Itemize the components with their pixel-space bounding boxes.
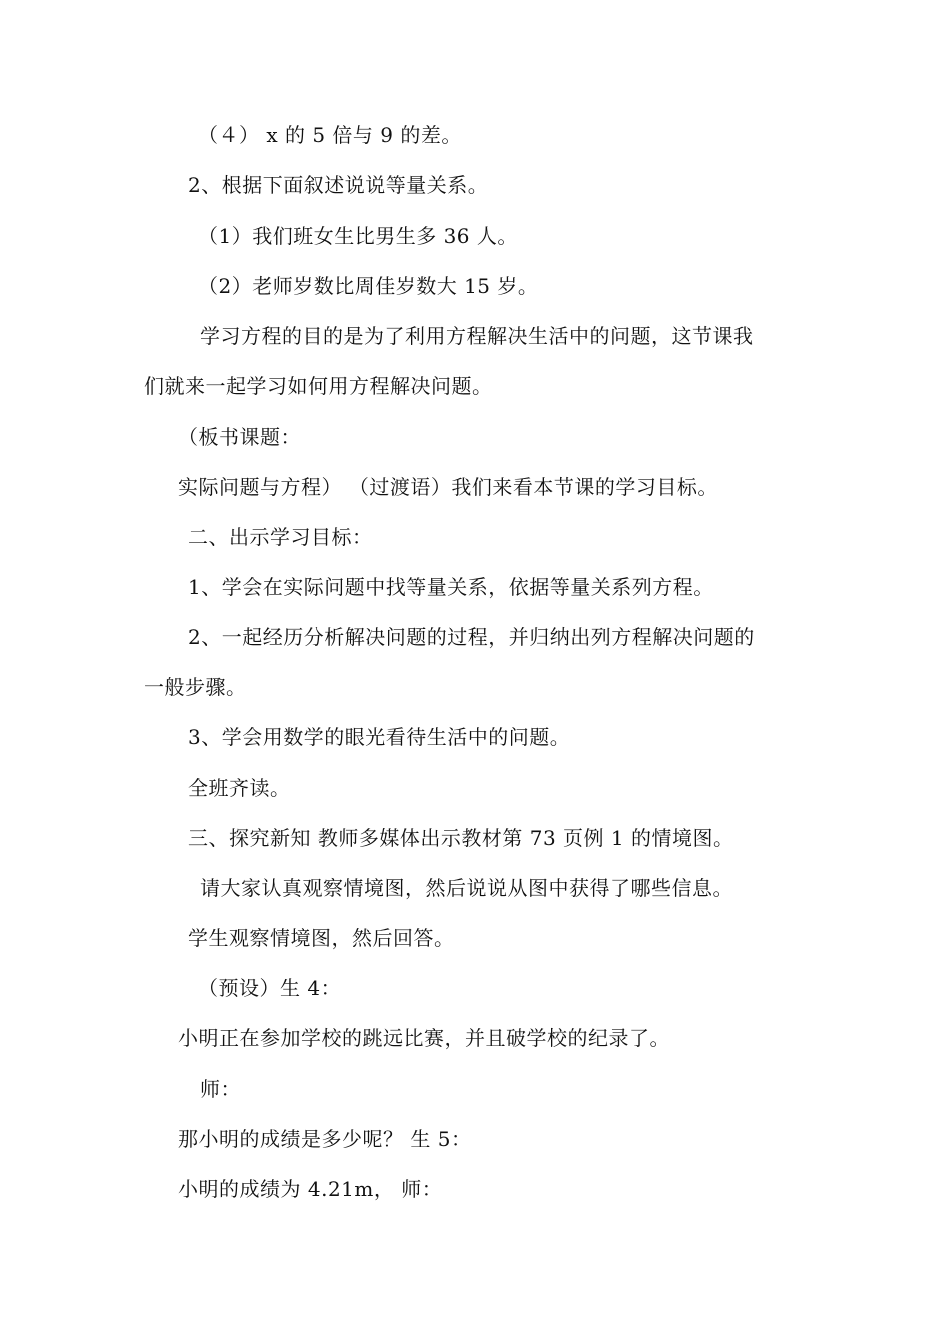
text-line-12: 一般步骤。: [144, 675, 247, 699]
text-line-13: 3、学会用数学的眼光看待生活中的问题。: [188, 725, 571, 749]
text-line-10: 1、学会在实际问题中找等量关系，依据等量关系列方程。: [188, 575, 714, 599]
text-line-11: 2、一起经历分析解决问题的过程，并归纳出列方程解决问题的: [188, 625, 755, 649]
text-line-3: （1）我们班女生比男生多 36 人。: [198, 224, 518, 248]
text-line-2: 2、根据下面叙述说说等量关系。: [188, 173, 489, 197]
text-line-14: 全班齐读。: [188, 776, 291, 800]
text-line-5: 学习方程的目的是为了利用方程解决生活中的问题，这节课我: [200, 324, 754, 348]
text-line-18: （预设）生 4：: [198, 976, 342, 1000]
text-line-9: 二、出示学习目标：: [188, 525, 373, 549]
text-line-20: 师：: [200, 1077, 241, 1101]
text-line-19: 小明正在参加学校的跳远比赛，并且破学校的纪录了。: [178, 1026, 670, 1050]
text-line-15: 三、探究新知 教师多媒体出示教材第 73 页例 1 的情境图。: [188, 826, 734, 850]
text-line-6: 们就来一起学习如何用方程解决问题。: [144, 374, 493, 398]
text-line-21: 那小明的成绩是多少呢？ 生 5：: [178, 1127, 472, 1151]
text-line-4: （2）老师岁数比周佳岁数大 15 岁。: [198, 274, 539, 298]
text-line-17: 学生观察情境图，然后回答。: [188, 926, 455, 950]
text-line-8: 实际问题与方程） （过渡语）我们来看本节课的学习目标。: [178, 475, 718, 499]
text-line-7: （板书课题：: [178, 425, 301, 449]
text-line-16: 请大家认真观察情境图，然后说说从图中获得了哪些信息。: [200, 876, 733, 900]
text-line-22: 小明的成绩为 4.21m， 师：: [178, 1177, 443, 1201]
text-line-1: （４） x 的 5 倍与 9 的差。: [198, 123, 462, 147]
